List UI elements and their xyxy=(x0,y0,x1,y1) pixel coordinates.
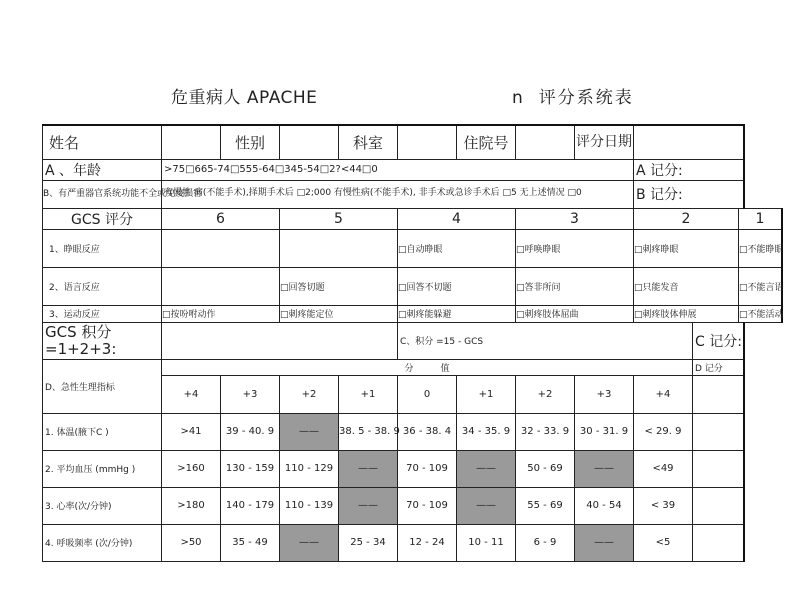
gcs-motor-2[interactable]: □刺疼肢体伸展 xyxy=(634,305,739,322)
gcs-c-score: C 记分: xyxy=(693,322,744,359)
score-date-value[interactable] xyxy=(634,125,744,159)
age-options[interactable]: >75□665-74□555-64□345-54□2?<44□0 xyxy=(162,159,634,180)
gcs-verbal-4[interactable]: □回答不切题 xyxy=(398,267,516,305)
gcs-motor-6[interactable]: □按吩咐动作 xyxy=(162,305,280,322)
physio-cell: 140 - 179 xyxy=(221,487,280,524)
gender-value[interactable] xyxy=(280,125,339,159)
gcs-sum-value[interactable] xyxy=(162,322,398,359)
admission-no-label: 住院号 xyxy=(457,125,516,159)
gcs-motor-row xyxy=(43,305,783,322)
physio-header-row xyxy=(43,359,783,375)
physio-cell: 70 - 109 xyxy=(398,487,457,524)
physio-score-cell[interactable] xyxy=(693,413,744,450)
physio-row-hr xyxy=(43,487,783,524)
name-label: 姓名 xyxy=(43,125,162,159)
points-col-1: +3 xyxy=(221,375,280,413)
gcs-eye-1[interactable]: □不能睁眼 xyxy=(739,229,783,267)
physio-cell: < 29. 9 xyxy=(634,413,693,450)
page-title-right xyxy=(512,83,634,108)
gcs-eye-4[interactable]: □自动睁眼 xyxy=(398,229,516,267)
physio-cell: >180 xyxy=(162,487,221,524)
physio-row-label: 3. 心率(次/分钟) xyxy=(43,487,162,524)
page-title: 危重病人 APACHE xyxy=(171,88,318,108)
physio-score-header: D 记分 xyxy=(693,359,744,375)
points-col-6: +2 xyxy=(516,375,575,413)
gcs-sum-label xyxy=(43,322,162,359)
physio-cell: >50 xyxy=(162,524,221,561)
chronic-label: B、有严重器官系统功能不全或免疫损害 xyxy=(43,180,162,208)
physio-cell: 30 - 31. 9 xyxy=(575,413,634,450)
gcs-sum-label-1: GCS 积分 xyxy=(45,322,112,341)
gcs-level-6: 6 xyxy=(162,208,280,229)
points-col-8: +4 xyxy=(634,375,693,413)
physio-cell: 35 - 49 xyxy=(221,524,280,561)
points-col-0: +4 xyxy=(162,375,221,413)
physio-cell: —— xyxy=(457,487,516,524)
physio-cell: <5 xyxy=(634,524,693,561)
physio-row-temp xyxy=(43,413,783,450)
physio-row-rr xyxy=(43,524,783,561)
gcs-level-5: 5 xyxy=(280,208,398,229)
physio-cell: —— xyxy=(339,487,398,524)
age-label: A 、年龄 xyxy=(43,159,162,180)
physio-row-map xyxy=(43,450,783,487)
gcs-verbal-row xyxy=(43,267,783,305)
physio-cell: 6 - 9 xyxy=(516,524,575,561)
title-suffix: 评分系统表 xyxy=(538,88,634,108)
physio-cell: 12 - 24 xyxy=(398,524,457,561)
physio-cell: —— xyxy=(457,450,516,487)
physio-row-label: 2. 平均血压 (mmHg ) xyxy=(43,450,162,487)
points-col-5: +1 xyxy=(457,375,516,413)
gcs-eye-5[interactable] xyxy=(280,229,398,267)
gcs-verbal-3[interactable]: □答非所问 xyxy=(516,267,634,305)
physio-value-header: 分 值 xyxy=(162,359,693,375)
gcs-motor-5[interactable]: □刺疼能定位 xyxy=(280,305,398,322)
physio-cell: 10 - 11 xyxy=(457,524,516,561)
gcs-level-1: 1 xyxy=(739,208,783,229)
physio-cell: —— xyxy=(575,524,634,561)
apache-form-table xyxy=(42,124,783,562)
physio-cell: —— xyxy=(280,413,339,450)
gcs-verbal-label: 2、语言反应 xyxy=(43,267,162,305)
gcs-verbal-5[interactable]: □回答切题 xyxy=(280,267,398,305)
header-row xyxy=(43,125,783,159)
physio-cell: —— xyxy=(280,524,339,561)
physio-cell: <49 xyxy=(634,450,693,487)
physio-cell: 70 - 109 xyxy=(398,450,457,487)
gender-label: 性别 xyxy=(221,125,280,159)
chronic-options[interactable]: 有慢性 病(不能手术),择期手术后 □2;000 有慢性病(不能手术), 非手术或急诊手术后 □5 无上述情况 □0 xyxy=(162,180,634,208)
age-row xyxy=(43,159,783,180)
physio-cell: 110 - 129 xyxy=(280,450,339,487)
gcs-verbal-1[interactable]: □不能言语 xyxy=(739,267,783,305)
physio-cell: 34 - 35. 9 xyxy=(457,413,516,450)
physio-cell: 55 - 69 xyxy=(516,487,575,524)
physio-cell: 130 - 159 xyxy=(221,450,280,487)
gcs-header-label: GCS 评分 xyxy=(43,208,162,229)
physio-cell: 50 - 69 xyxy=(516,450,575,487)
name-value[interactable] xyxy=(162,125,221,159)
gcs-level-4: 4 xyxy=(398,208,516,229)
gcs-eye-label: 1、睁眼反应 xyxy=(43,229,162,267)
age-score: A 记分: xyxy=(634,159,744,180)
gcs-eye-3[interactable]: □呼唤睁眼 xyxy=(516,229,634,267)
gcs-motor-3[interactable]: □刺疼肢体屈曲 xyxy=(516,305,634,322)
points-col-4: 0 xyxy=(398,375,457,413)
physio-row-label: 1. 体温(腋下C ) xyxy=(43,413,162,450)
gcs-motor-1[interactable]: □不能活动 xyxy=(739,305,783,322)
physio-cell: —— xyxy=(339,450,398,487)
physio-cell: 32 - 33. 9 xyxy=(516,413,575,450)
dept-label: 科室 xyxy=(339,125,398,159)
physio-cell: 38. 5 - 38. 9 xyxy=(339,413,398,450)
gcs-verbal-2[interactable]: □只能发音 xyxy=(634,267,739,305)
physio-score-cell[interactable] xyxy=(693,524,744,561)
gcs-motor-4[interactable]: □刺疼能躲避 xyxy=(398,305,516,322)
admission-no-value[interactable] xyxy=(516,125,575,159)
gcs-verbal-6[interactable] xyxy=(162,267,280,305)
dept-value[interactable] xyxy=(398,125,457,159)
chronic-row xyxy=(43,180,783,208)
points-score-cell[interactable] xyxy=(693,375,744,413)
physio-cell: 40 - 54 xyxy=(575,487,634,524)
gcs-eye-6[interactable] xyxy=(162,229,280,267)
physio-score-cell[interactable] xyxy=(693,450,744,487)
points-col-7: +3 xyxy=(575,375,634,413)
gcs-eye-row xyxy=(43,229,783,267)
gcs-eye-2[interactable]: □刺疼睁眼 xyxy=(634,229,739,267)
physio-label: D、急性生理指标 xyxy=(43,359,162,413)
physio-cell: 36 - 38. 4 xyxy=(398,413,457,450)
gcs-motor-label: 3、运动反应 xyxy=(43,305,162,322)
gcs-header-row xyxy=(43,208,783,229)
physio-cell: >160 xyxy=(162,450,221,487)
gcs-formula: C、积分 =15 - GCS xyxy=(398,322,693,359)
physio-cell: < 39 xyxy=(634,487,693,524)
physio-row-label: 4. 呼吸频率 (次/分钟) xyxy=(43,524,162,561)
points-col-2: +2 xyxy=(280,375,339,413)
gcs-sum-row xyxy=(43,322,783,359)
score-date-label: 评分日期 xyxy=(575,125,634,159)
points-col-3: +1 xyxy=(339,375,398,413)
title-n: n xyxy=(512,88,525,108)
gcs-sum-label-2: =1+2+3: xyxy=(45,339,117,358)
physio-cell: 39 - 40. 9 xyxy=(221,413,280,450)
physio-cell: >41 xyxy=(162,413,221,450)
physio-cell: 25 - 34 xyxy=(339,524,398,561)
physio-cell: 110 - 139 xyxy=(280,487,339,524)
gcs-level-2: 2 xyxy=(634,208,739,229)
gcs-level-3: 3 xyxy=(516,208,634,229)
chronic-score: B 记分: xyxy=(634,180,744,208)
physio-cell: —— xyxy=(575,450,634,487)
physio-score-cell[interactable] xyxy=(693,487,744,524)
